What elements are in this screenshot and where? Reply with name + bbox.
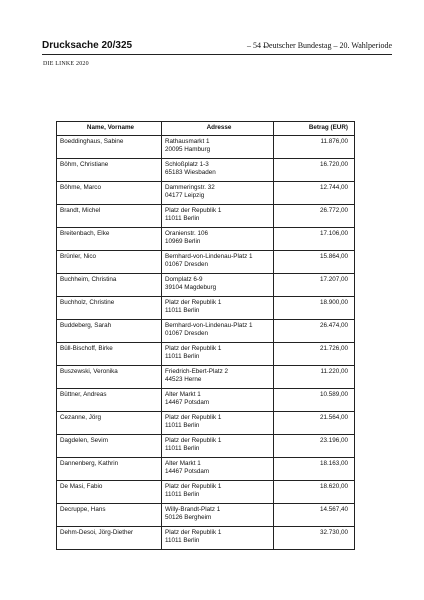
cell-amount: 32.730,00 (274, 527, 355, 550)
table-row (57, 527, 355, 550)
table-row (57, 228, 355, 251)
cell-name: Decruppe, Hans (57, 504, 162, 527)
party-year-heading: DIE LINKE 2020 (43, 61, 89, 67)
cell-amount: 16.720,00 (274, 159, 355, 182)
table-row (57, 366, 355, 389)
cell-name: Buddeberg, Sarah (57, 320, 162, 343)
cell-name: Dehm-Desoi, Jörg-Diether (57, 527, 162, 550)
cell-address (162, 136, 274, 159)
cell-name: Brünler, Nico (57, 251, 162, 274)
table-row (57, 320, 355, 343)
column-header-amount: Betrag (EUR) (274, 122, 355, 136)
cell-address (162, 320, 274, 343)
address-street: Dammeringstr. 32 (165, 183, 215, 191)
cell-amount: 11.876,00 (274, 136, 355, 159)
address-street: Domplatz 6-9 (165, 275, 203, 283)
cell-name: Böhm, Christiane (57, 159, 162, 182)
address-street: Platz der Republik 1 (165, 298, 222, 306)
address-street: Bernhard-von-Lindenau-Platz 1 (165, 252, 253, 260)
cell-address (162, 504, 274, 527)
cell-amount: 18.163,00 (274, 458, 355, 481)
table-row (57, 159, 355, 182)
table-row (57, 504, 355, 527)
address-street: Platz der Republik 1 (165, 344, 222, 352)
cell-amount: 18.900,00 (274, 297, 355, 320)
table-row (57, 136, 355, 159)
cell-amount: 26.474,00 (274, 320, 355, 343)
cell-address (162, 297, 274, 320)
cell-name: Brandt, Michel (57, 205, 162, 228)
cell-address (162, 343, 274, 366)
address-street: Willy-Brandt-Platz 1 (165, 505, 221, 513)
address-city: 44523 Herne (165, 376, 202, 384)
cell-amount: 21.726,00 (274, 343, 355, 366)
address-street: Friedrich-Ebert-Platz 2 (165, 367, 228, 375)
table-row (57, 205, 355, 228)
table-row (57, 251, 355, 274)
address-city: 20095 Hamburg (165, 146, 211, 154)
cell-amount: 23.196,00 (274, 435, 355, 458)
cell-name: Buchholz, Christine (57, 297, 162, 320)
address-city: 11011 Berlin (165, 445, 200, 453)
page-header (42, 40, 392, 55)
address-city: 11011 Berlin (165, 307, 200, 315)
address-street: Oranienstr. 106 (165, 229, 209, 237)
table-row (57, 182, 355, 205)
parliament-term: Deutscher Bundestag – 20. Wahlperiode (263, 41, 392, 50)
table-row (57, 412, 355, 435)
address-street: Platz der Republik 1 (165, 482, 222, 490)
cell-name: Buchheim, Christina (57, 274, 162, 297)
address-street: Platz der Republik 1 (165, 413, 222, 421)
address-street: Platz der Republik 1 (165, 528, 222, 536)
address-street: Bernhard-von-Lindenau-Platz 1 (165, 321, 253, 329)
document-number: Drucksache 20/325 (42, 40, 133, 51)
address-street: Schloßplatz 1-3 (165, 160, 209, 168)
cell-name: Breitenbach, Elke (57, 228, 162, 251)
cell-address (162, 182, 274, 205)
address-street: Platz der Republik 1 (165, 206, 222, 214)
table-row (57, 435, 355, 458)
cell-amount: 11.220,00 (274, 366, 355, 389)
cell-address (162, 389, 274, 412)
cell-amount: 26.772,00 (274, 205, 355, 228)
table-row (57, 458, 355, 481)
address-street: Rathausmarkt 1 (165, 137, 210, 145)
cell-name: Dannenberg, Kathrin (57, 458, 162, 481)
cell-name: Büttner, Andreas (57, 389, 162, 412)
cell-address (162, 159, 274, 182)
address-city: 14467 Potsdam (165, 399, 210, 407)
cell-name: Boeddinghaus, Sabine (57, 136, 162, 159)
table-row (57, 343, 355, 366)
cell-amount: 17.106,00 (274, 228, 355, 251)
page-number: – 54 – (247, 41, 267, 50)
cell-name: Dagdelen, Sevim (57, 435, 162, 458)
address-city: 11011 Berlin (165, 491, 200, 499)
table-row (57, 481, 355, 504)
address-city: 65183 Wiesbaden (165, 169, 216, 177)
address-city: 10969 Berlin (165, 238, 201, 246)
table-row (57, 274, 355, 297)
column-header-address: Adresse (162, 122, 274, 136)
address-city: 01067 Dresden (165, 330, 209, 338)
address-city: 04177 Leipzig (165, 192, 205, 200)
cell-amount: 15.864,00 (274, 251, 355, 274)
address-city: 11011 Berlin (165, 537, 200, 545)
cell-address (162, 228, 274, 251)
table-row (57, 297, 355, 320)
cell-name: Büll-Bischoff, Birke (57, 343, 162, 366)
cell-name: Böhme, Marco (57, 182, 162, 205)
address-street: Alter Markt 1 (165, 459, 201, 467)
table-header-row (57, 122, 355, 136)
cell-amount: 12.744,00 (274, 182, 355, 205)
address-city: 39104 Magdeburg (165, 284, 217, 292)
cell-amount: 14.567,40 (274, 504, 355, 527)
cell-amount: 21.564,00 (274, 412, 355, 435)
cell-address (162, 481, 274, 504)
address-street: Platz der Republik 1 (165, 436, 222, 444)
cell-address (162, 251, 274, 274)
address-city: 11011 Berlin (165, 215, 200, 223)
address-city: 14467 Potsdam (165, 468, 210, 476)
address-street: Alter Markt 1 (165, 390, 201, 398)
address-city: 11011 Berlin (165, 422, 200, 430)
cell-address (162, 412, 274, 435)
cell-address (162, 274, 274, 297)
cell-amount: 10.589,00 (274, 389, 355, 412)
address-city: 11011 Berlin (165, 353, 200, 361)
cell-address (162, 435, 274, 458)
cell-name: De Masi, Fabio (57, 481, 162, 504)
address-city: 01067 Dresden (165, 261, 209, 269)
column-header-name: Name, Vorname (57, 122, 162, 136)
cell-name: Buszewski, Veronika (57, 366, 162, 389)
cell-address (162, 366, 274, 389)
table-row (57, 389, 355, 412)
cell-address (162, 458, 274, 481)
cell-amount: 17.207,00 (274, 274, 355, 297)
cell-address (162, 527, 274, 550)
cell-amount: 18.620,00 (274, 481, 355, 504)
cell-address (162, 205, 274, 228)
cell-name: Cezanne, Jörg (57, 412, 162, 435)
address-city: 50126 Bergheim (165, 514, 212, 522)
donations-table (56, 121, 355, 550)
